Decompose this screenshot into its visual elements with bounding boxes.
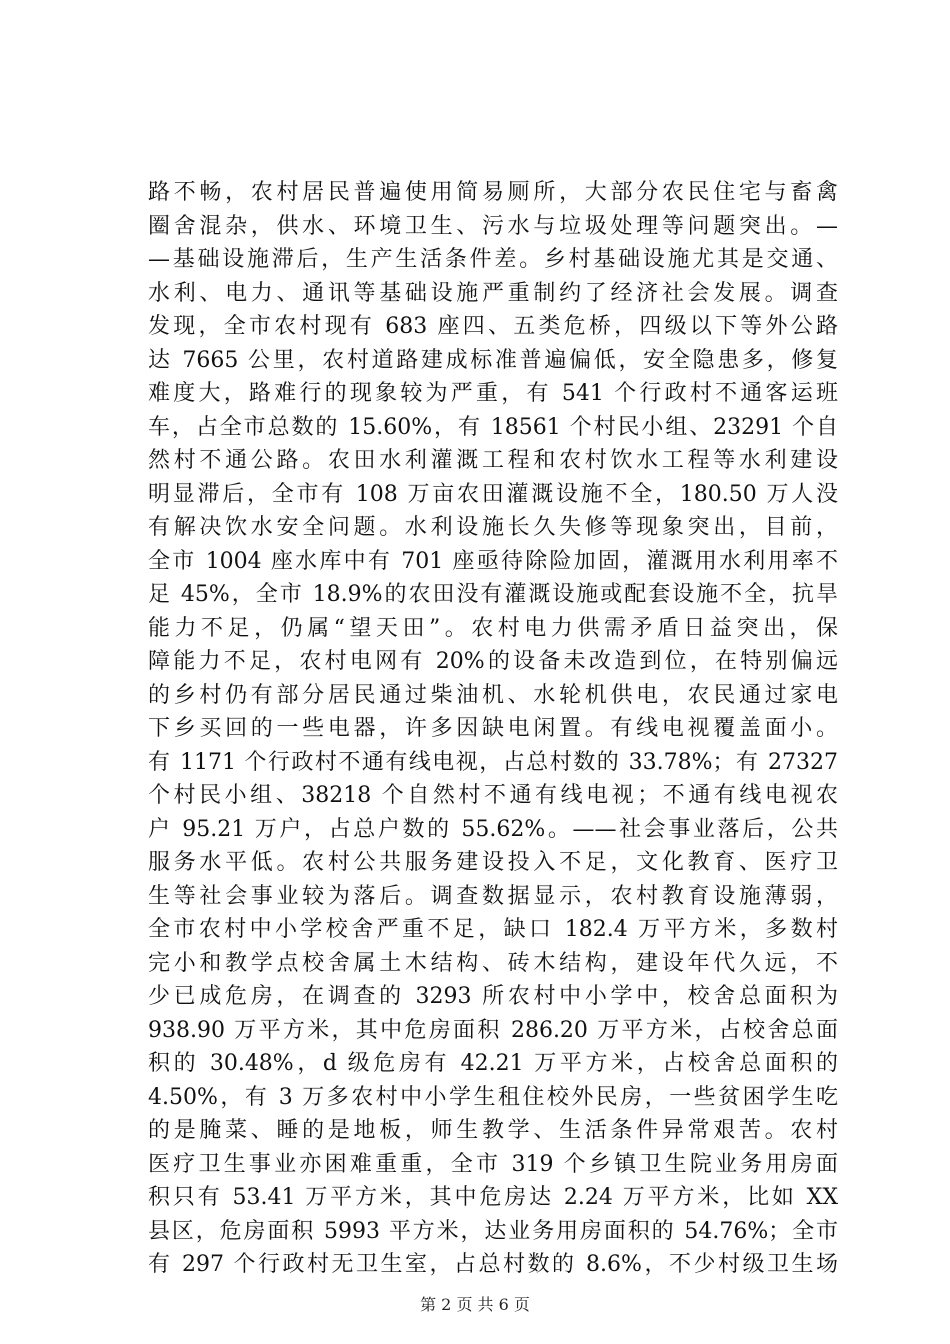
text-line: 服务水平低。农村公共服务建设投入不足，文化教育、医疗卫 [148,850,838,875]
text-line: 的是腌菜、睡的是地板，师生教学、生活条件异常艰苦。农村 [148,1118,838,1143]
text-line: 县区，危房面积 5993 平方米，达业务用房面积的 54.76%；全市 [148,1218,838,1244]
text-line: 明显滞后，全市有 108 万亩农田灌溉设施不全，180.50 万人没 [148,481,838,507]
page-footer: 第 2 页 共 6 页 [420,1295,530,1314]
text-line: 能力不足，仍属“望天田”。农村电力供需矛盾日益突出，保 [148,615,838,641]
text-line: 积只有 53.41 万平方米，其中危房达 2.24 万平方米，比如 XX [148,1185,838,1210]
text-line: 然村不通公路。农田水利灌溉工程和农村饮水工程等水利建设 [148,448,838,473]
text-line: 发现，全市农村现有 683 座四、五类危桥，四级以下等外公路 [148,314,838,339]
text-line: —基础设施滞后，生产生活条件差。乡村基础设施尤其是交通、 [148,247,838,272]
text-line: 4.50%，有 3 万多农村中小学生租住校外民房，一些贫困学生吃 [148,1084,838,1110]
text-line: 938.90 万平方米，其中危房面积 286.20 万平方米，占校舍总面 [148,1017,838,1043]
text-line: 有 1171 个行政村不通有线电视，占总村数的 33.78%；有 27327 [148,749,838,775]
text-line: 足 45%，全市 18.9%的农田没有灌溉设施或配套设施不全，抗旱 [148,582,838,607]
text-line: 圈舍混杂，供水、环境卫生、污水与垃圾处理等问题突出。— [148,213,838,239]
text-line: 全市 1004 座水库中有 701 座亟待除险加固，灌溉用水利用率不 [148,548,838,574]
text-line: 障能力不足，农村电网有 20%的设备未改造到位，在特别偏远 [148,649,838,674]
text-line: 个村民小组、38218 个自然村不通有线电视；不通有线电视农 [148,783,838,808]
text-line: 户 95.21 万户，占总户数的 55.62%。——社会事业落后，公共 [148,816,838,842]
text-line: 有解决饮水安全问题。水利设施长久失修等现象突出，目前， [148,515,838,540]
text-line: 生等社会事业较为落后。调查数据显示，农村教育设施薄弱， [148,883,838,909]
text-line: 医疗卫生事业亦困难重重，全市 319 个乡镇卫生院业务用房面 [148,1151,838,1177]
text-line: 有 297 个行政村无卫生室，占总村数的 8.6%，不少村级卫生场 [148,1252,838,1277]
text-line: 达 7665 公里，农村道路建成标准普遍偏低，安全隐患多，修复 [148,347,838,373]
text-line: 水利、电力、通讯等基础设施严重制约了经济社会发展。调查 [148,280,838,306]
text-line: 完小和教学点校舍属土木结构、砖木结构，建设年代久远，不 [148,950,838,976]
text-line: 难度大，路难行的现象较为严重，有 541 个行政村不通客运班 [148,381,838,406]
text-line: 少已成危房，在调查的 3293 所农村中小学中，校舍总面积为 [148,984,838,1009]
text-line: 积的 30.48%，d 级危房有 42.21 万平方米，占校舍总面积的 [148,1051,838,1076]
text-line: 路不畅，农村居民普遍使用简易厕所，大部分农民住宅与畜禽 [148,180,838,205]
text-line: 下乡买回的一些电器，许多因缺电闲置。有线电视覆盖面小。 [148,716,838,741]
body-paragraph [148,176,838,1282]
text-line: 车，占全市总数的 15.60%，有 18561 个村民小组、23291 个自 [148,414,838,440]
text-line: 全市农村中小学校舍严重不足，缺口 182.4 万平方米，多数村 [148,917,838,942]
text-line: 的乡村仍有部分居民通过柴油机、水轮机供电，农民通过家电 [148,682,838,708]
